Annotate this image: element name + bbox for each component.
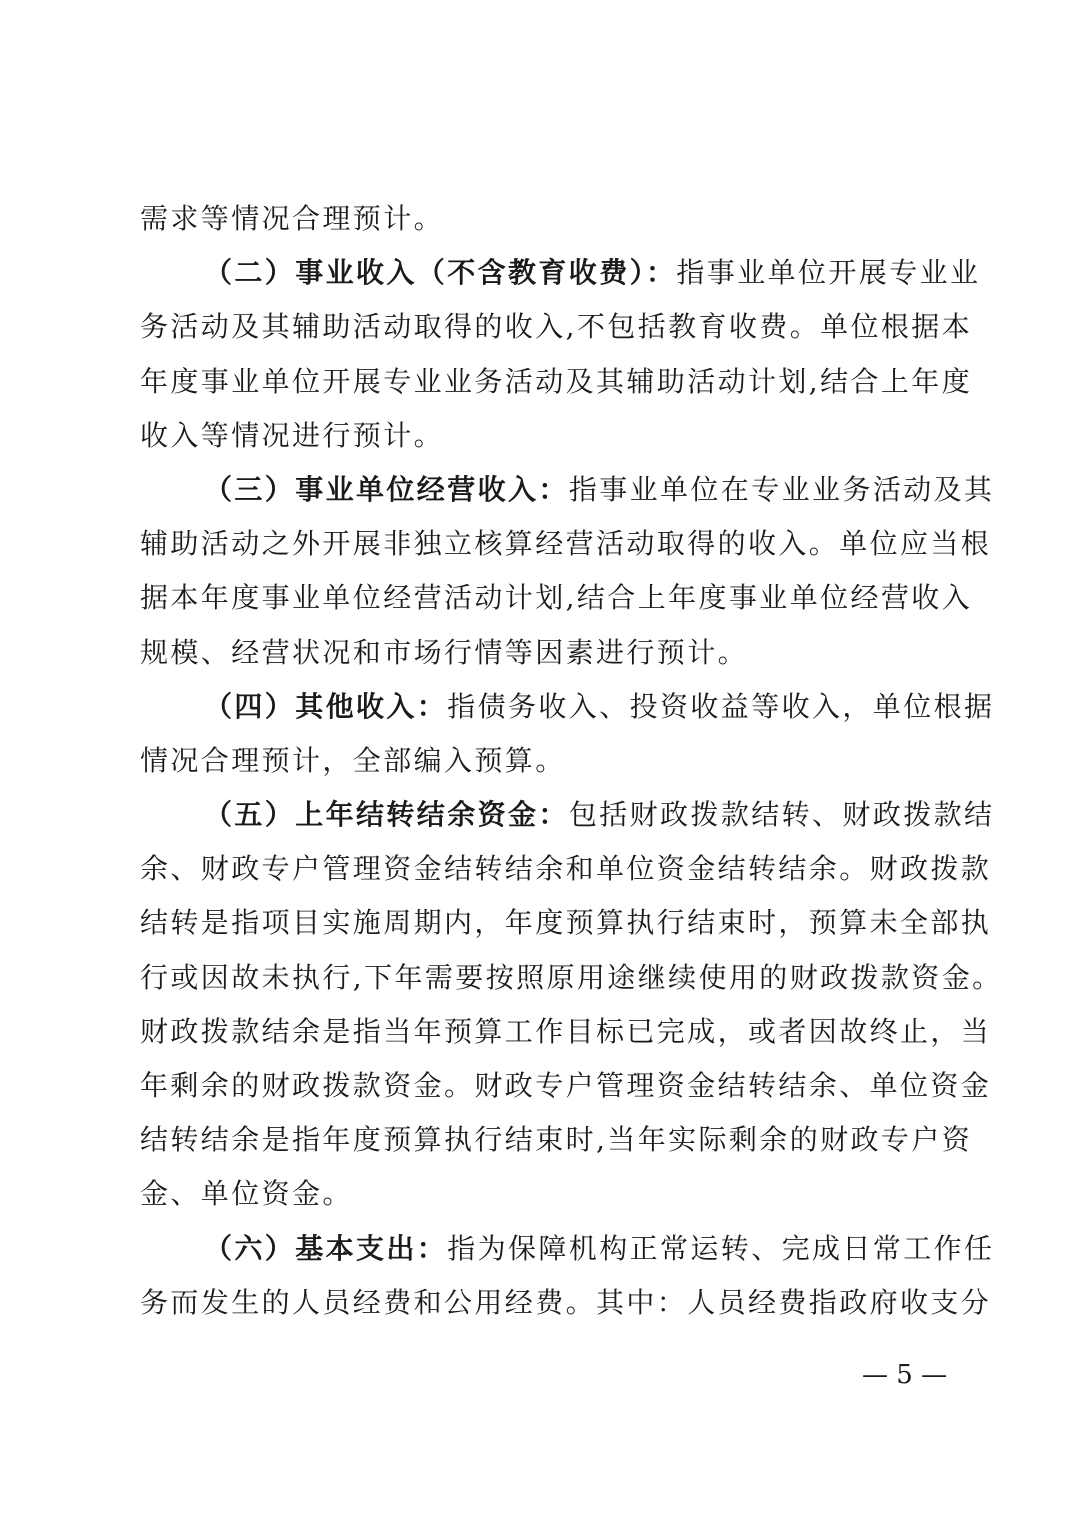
section-heading: （三）事业单位经营收入： — [204, 472, 569, 506]
text-line: 余、财政专户管理资金结转结余和单位资金结转结余。财政拨款 — [140, 852, 992, 886]
text-line: 金、单位资金。 — [140, 1177, 353, 1211]
section-heading: （五）上年结转结余资金： — [204, 798, 569, 832]
text-line: 行或因故未执行,下年需要按照原用途继续使用的财政拨款资金。 — [140, 960, 1003, 994]
paragraph-first-line — [140, 1222, 995, 1276]
paragraph-first-line — [140, 246, 981, 300]
text-line: 情况合理预计，全部编入预算。 — [140, 743, 566, 777]
text-line: 需求等情况合理预计。 — [140, 202, 445, 235]
text-line: 辅助活动之外开展非独立核算经营活动取得的收入。单位应当根 — [140, 527, 992, 561]
text-line: 务而发生的人员经费和公用经费。其中：人员经费指政府收支分 — [140, 1285, 992, 1319]
text-line: 指债务收入、投资收益等收入，单位根据 — [447, 689, 995, 723]
text-line: 包括财政拨款结转、财政拨款结 — [568, 798, 995, 832]
paragraph-first-line — [140, 680, 995, 734]
text-line: 指为保障机构正常运转、完成日常工作任 — [447, 1231, 995, 1265]
section-heading: （六）基本支出： — [204, 1231, 448, 1265]
section-heading: （四）其他收入： — [204, 689, 448, 723]
body-text — [140, 192, 1003, 1330]
text-line: 年剩余的财政拨款资金。财政专户管理资金结转结余、单位资金 — [140, 1069, 992, 1102]
text-line: 规模、经营状况和市场行情等因素进行预计。 — [140, 635, 749, 669]
text-line: 据本年度事业单位经营活动计划,结合上年度事业单位经营收入 — [140, 581, 973, 615]
text-line: 结转是指项目实施周期内，年度预算执行结束时，预算未全部执 — [140, 906, 992, 940]
text-line: 收入等情况进行预计。 — [140, 418, 445, 452]
text-line: 务活动及其辅助活动取得的收入,不包括教育收费。单位根据本 — [140, 310, 973, 344]
text-line: 指事业单位在专业业务活动及其 — [568, 472, 995, 506]
section-heading: （二）事业收入（不含教育收费）： — [204, 256, 677, 290]
text-line: 结转结余是指年度预算执行结束时,当年实际剩余的财政专户资 — [140, 1123, 973, 1157]
paragraph-first-line — [140, 788, 995, 842]
paragraph-first-line — [140, 463, 995, 517]
text-line: 指事业单位开展专业业 — [676, 256, 981, 290]
text-line: 财政拨款结余是指当年预算工作目标已完成，或者因故终止，当 — [140, 1014, 992, 1048]
page-number: — 5 — — [862, 1360, 948, 1390]
text-line: 年度事业单位开展专业业务活动及其辅助活动计划,结合上年度 — [140, 364, 973, 398]
